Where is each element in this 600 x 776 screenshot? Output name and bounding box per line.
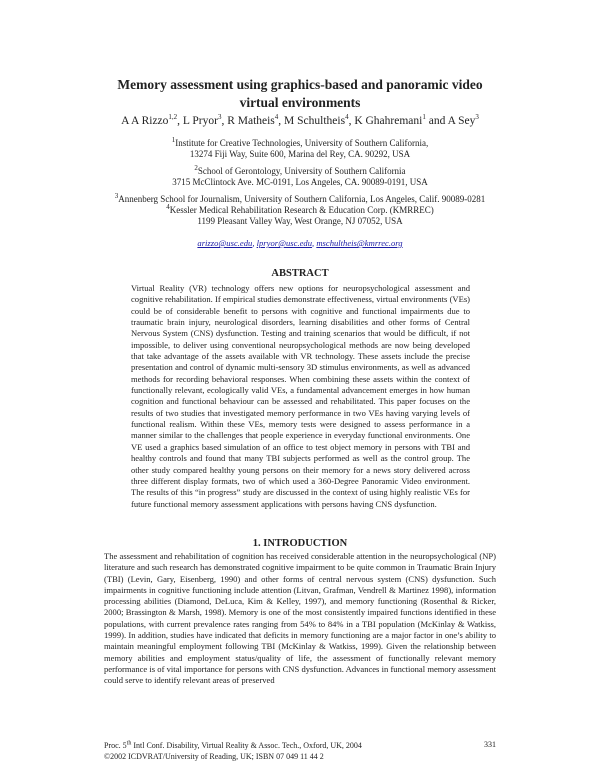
author-name: K Ghahremani — [354, 115, 423, 127]
author-name: A Sey — [447, 115, 476, 127]
affil-sup: 3 — [114, 192, 119, 200]
author-affil-sup: 4 — [345, 113, 349, 122]
affil-line: School of Gerontology, University of Southern California — [197, 166, 406, 176]
email-link[interactable]: arizzo@usc.edu — [197, 238, 253, 248]
affil-line: 3715 McClintock Ave. MC-0191, Los Angeles, CA. 90089-0191, USA — [172, 177, 428, 187]
author-affil-sup: 3 — [475, 113, 479, 122]
affiliation-4 — [0, 205, 600, 227]
introduction-body: The assessment and rehabilitation of cognition has received considerable attention in the neuropsychological (NP) literature and such research has demonstrated cognitive impairment to be quite common in Traumatic Brain Injury (TBI) (Levin, Gary, Eisenberg, 1990) and other forms of central nervous system (CNS) dysfunction. Such impairments in cognitive functioning include attention (Litvan, Grafman, Vendrell & Martinez 1998), information processing abilities (Diamond, DeLuca, Kim & Kelley, 1997), and memory functioning (Rosenthal & Ricker, 2000; Brassington & Marsh, 1998). Memory is one of the most consistently impaired functions identified in these populations, with current prevalence rates ranging from 54% to 84% in a TBI population (McKinlay & Watkiss, 1999). In addition, studies have indicated that deficits in memory functioning are a major factor in one’s ability to maintain meaningful employment following TBI (McKinlay & Watkiss, 1999). Given the relationship between memory abilities and employment status/quality of life, the assessment of functionally relevant memory performance is of vital importance for persons with CNS dysfunction. Advances in functional memory assessment could serve to identify relevant areas of preserved — [104, 551, 496, 686]
affil-line: 1199 Pleasant Valley Way, West Orange, NJ 07052, USA — [197, 216, 403, 226]
affil-sup: 2 — [194, 164, 198, 172]
author-name: A A Rizzo — [121, 115, 169, 127]
email-link[interactable]: lpryor@usc.edu — [256, 238, 313, 248]
affiliation-3 — [0, 194, 600, 205]
affil-sup: 1 — [171, 136, 176, 144]
abstract-heading: ABSTRACT — [271, 268, 329, 279]
author-affil-sup: 4 — [274, 113, 279, 122]
author-emails: arizzo@usc.edu, lpryor@usc.edu, mschultheis@kmrrec.org — [197, 238, 403, 248]
author-affil-sup: 1 — [422, 113, 426, 122]
affiliation-1 — [0, 138, 600, 160]
abstract-body: Virtual Reality (VR) technology offers new options for neuropsychological assessment and cognitive rehabilitation. If empirical studies demonstrate effectiveness, virtual environments (VEs) could be of considerable benefit to persons with cognitive and functional impairments due to traumatic brain injury, neurological disorders, learning disabilities and other forms of Central Nervous System (CNS) dysfunction. Testing and training scenarios that would be difficult, if not impossible, to deliver using conventional neuropsychological methods are now being developed that take advantage of the assets available with VR technology. These assets include the precise presentation and control of dynamic multi-sensory 3D stimulus environments, as well as advanced methods for recording behavioral responses. When combining these assets within the context of functionally relevant, ecologically valid VEs, a fundamental advancement emerges in how human cognition and functional behaviour can be assessed and rehabilitated. This paper focuses on the results of two studies that investigated memory performance in two VEs having varying levels of functional realism. Within these VEs, memory tests were designed to assess performance in a manner similar to the challenges that people experience in everyday functional environments. One VE used a graphics based simulation of an office to test object memory in persons with TBI and healthy controls and found that many TBI subjects performed as well as the control group. The other study compared healthy young persons on their memory for a news story delivered across three different display formats, two of which used a 360-Degree Panoramic Video environment. The results of this “in progress” study are discussed in the context of using highly realistic VEs for future functional memory assessment applications with persons having CNS dysfunction. — [131, 283, 470, 509]
email-link[interactable]: mschultheis@kmrrec.org — [316, 238, 403, 248]
author-name: L Pryor — [182, 115, 218, 127]
title-line-2: virtual environments — [239, 95, 361, 110]
affiliation-2 — [0, 166, 600, 188]
title-line-1: Memory assessment using graphics-based and panoramic video — [117, 77, 483, 92]
footer-proceedings: Proc. 5th Intl Conf. Disability, Virtual Reality & Assoc. Tech., Oxford, UK, 2004 — [104, 740, 362, 750]
affil-line: 13274 Fiji Way, Suite 600, Marina del Rey, CA. 90292, USA — [189, 149, 411, 159]
affil-line: Annenberg School for Journalism, University of Southern California, Los Angeles, Calif. 90089-0281 — [118, 194, 486, 204]
footer-copyright: ©2002 ICDVRAT/University of Reading, UK; ISBN 07 049 11 44 2 — [104, 752, 324, 761]
author-name: M Schultheis — [284, 115, 346, 127]
page-number: 331 — [484, 740, 496, 749]
paper-title — [60, 76, 540, 112]
author-affil-sup: 3 — [217, 113, 222, 122]
affil-line: Kessler Medical Rehabilitation Research & Education Corp. (KMRREC) — [169, 205, 434, 215]
author-list: A A Rizzo$^{1,2}$, L Pryor$^3$, R Matheis$^4$, M Schultheis$^4$, K Ghahremani$^1$ and A Sey$^3$ — [121, 113, 479, 127]
author-affil-sup: 1,2 — [168, 113, 178, 122]
page-footer — [104, 740, 496, 762]
author-name: R Matheis — [227, 115, 275, 127]
introduction-heading: 1. INTRODUCTION — [252, 538, 348, 549]
affil-line: Institute for Creative Technologies, University of Southern California, — [175, 138, 429, 148]
affil-sup: 4 — [166, 203, 170, 211]
